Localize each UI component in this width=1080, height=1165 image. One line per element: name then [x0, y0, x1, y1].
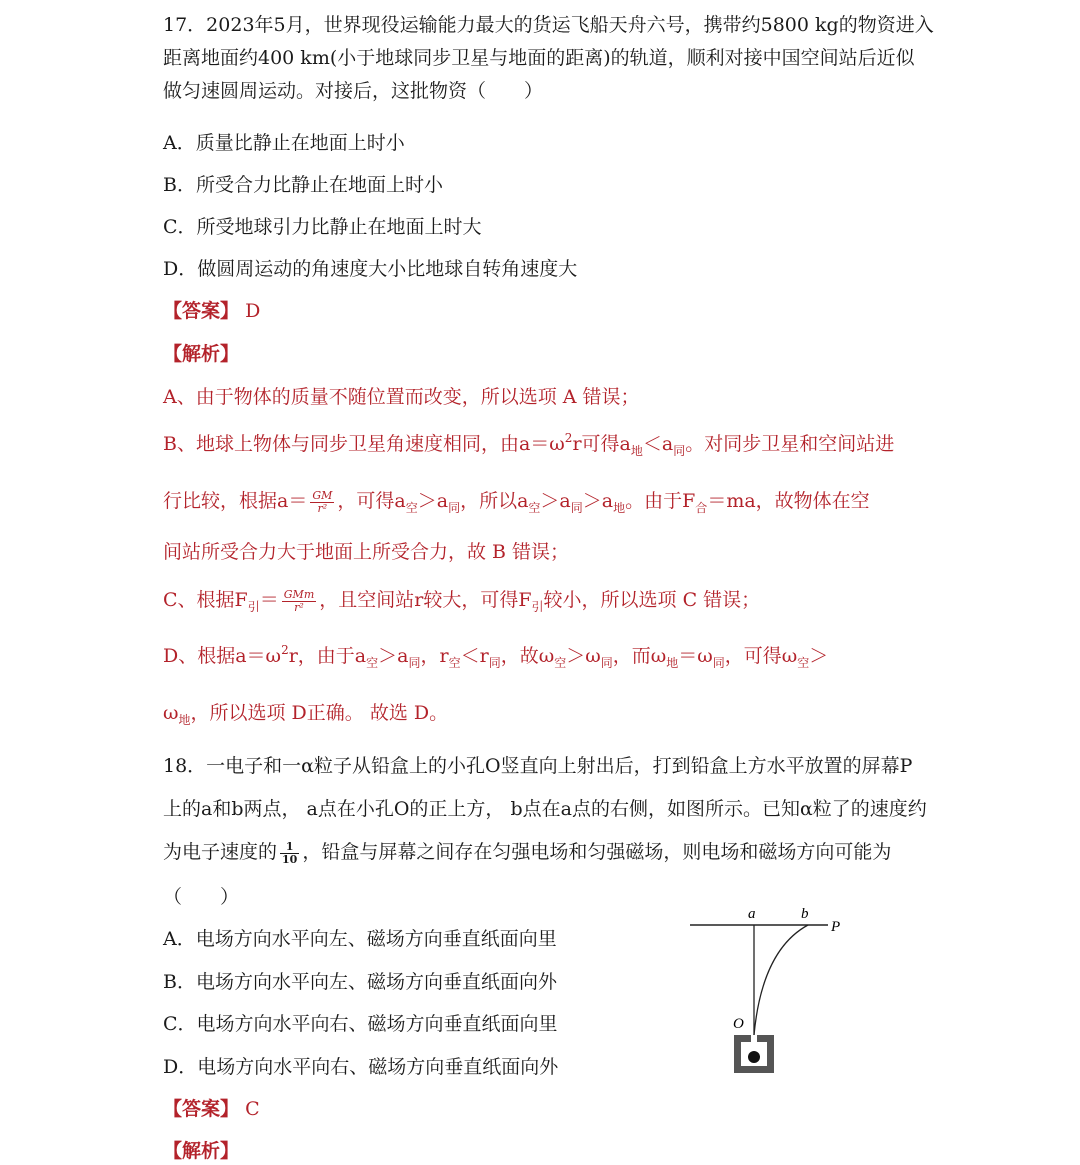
lead-box: [734, 1035, 774, 1073]
q17-analysis-d-line-1: D、根据$a=\omega^2r$，由于$a_空>a_同$，$r_空<r_同$，故$\omega_空>\omega_同$，而$\omega_地=\omega_同$，可得$\omega_空>$: [163, 643, 829, 670]
q17-option-c: C．所受地球引力比静止在地面上时大: [163, 216, 482, 238]
q18-stem-line-4: （ ）: [163, 886, 240, 908]
q17-stem-line-1: 17．2023年5月，世界现役运输能力最大的货运飞船天舟六号，携带约5800 kg的物资进入: [163, 14, 934, 36]
q17-analysis-b-line-3: 间站所受合力大于地面上所受合力，故 B 错误；: [163, 541, 570, 563]
q17-analysis-b-line-2: 行比较，根据a＝ $\frac{GM}{\text{r²}}$ ，可得$a_空>a_同$，所以$a_空>a_同>a_地$。由于$F_合=ma$，故物体在空: [163, 488, 870, 515]
label-p: P: [831, 919, 841, 935]
answer-label: 【答案】: [163, 1098, 240, 1120]
q17-option-b: B．所受合力比静止在地面上时小: [163, 174, 443, 196]
q17-option-d: D．做圆周运动的角速度大小比地球自转角速度大: [163, 258, 578, 280]
answer-label: 【答案】: [163, 300, 240, 322]
label-b: b: [801, 906, 809, 922]
q18-stem-line-1: 18．一电子和一α粒子从铅盒上的小孔O竖直向上射出后，打到铅盒上方水平放置的屏幕P: [163, 755, 913, 777]
q18-option-c: C．电场方向水平向右、磁场方向垂直纸面向里: [163, 1013, 558, 1035]
q18-answer: [163, 1097, 260, 1121]
label-o: O: [733, 1016, 744, 1032]
q17-answer: [163, 299, 260, 323]
q18-analysis-label: 【解析】: [163, 1140, 240, 1162]
lead-box-trajectory-diagram: [680, 895, 860, 1085]
q18-stem-line-2: 上的a和b两点， a点在小孔O的正上方， b点在a点的右侧，如图所示。已知α粒了的速度约: [163, 798, 927, 820]
trajectory-curve-b: [754, 925, 808, 1035]
q18-option-b: B．电场方向水平向左、磁场方向垂直纸面向外: [163, 971, 557, 993]
fraction-one-tenth: $\frac{1}{10}$: [282, 839, 298, 866]
q17-stem-line-3: 做匀速圆周运动。对接后，这批物资（ ）: [163, 80, 544, 102]
lead-box-hole-o: [751, 1035, 757, 1043]
q17-analysis-c: C、根据$F_引=$ $\frac{\text{GMm}}{\text{r²}}$ ，且空间站r较大，可得$F_引$较小，所以选项 C 错误；: [163, 587, 761, 614]
radioactive-source: [748, 1051, 760, 1063]
q18-option-a: A．电场方向水平向左、磁场方向垂直纸面向里: [163, 928, 557, 950]
answer-value: C: [245, 1098, 260, 1120]
q17-stem-line-2: 距离地面约400 km(小于地球同步卫星与地面的距离)的轨道，顺利对接中国空间站后近似: [163, 47, 915, 69]
fraction-gm-over-r2: $\frac{GM}{\text{r²}}$: [312, 488, 333, 515]
fraction-gmm-over-r2: $\frac{\text{GMm}}{\text{r²}}$: [283, 587, 315, 614]
q17-analysis-b-line-1: B、地球上物体与同步卫星角速度相同，由$a=\omega^2r$可得$a_地<a_同$。对同步卫星和空间站进: [163, 431, 895, 458]
q17-option-a: A．质量比静止在地面上时小: [163, 132, 405, 154]
q18-stem-line-3: 为电子速度的 $\frac{1}{10}$ ，铅盒与屏幕之间存在匀强电场和匀强磁场，则电场和磁场方向可能为: [163, 839, 892, 866]
q18-option-d: D．电场方向水平向右、磁场方向垂直纸面向外: [163, 1056, 559, 1078]
label-a: a: [748, 906, 756, 922]
answer-value: D: [245, 300, 261, 322]
q17-analysis-label: 【解析】: [163, 343, 240, 365]
q17-analysis-d-line-2: $\omega_地$，所以选项 D正确。 故选 D。: [163, 702, 449, 727]
q17-analysis-a: A、由于物体的质量不随位置而改变，所以选项 A 错误；: [163, 386, 640, 408]
